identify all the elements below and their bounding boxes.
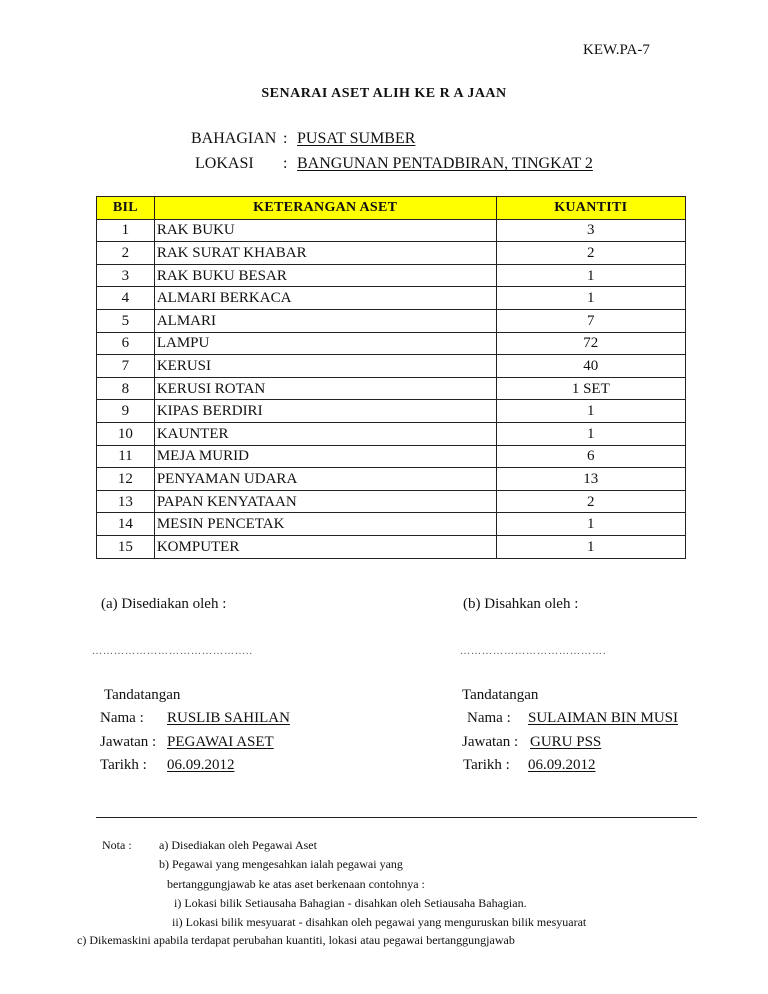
cell-bil: 6 xyxy=(97,332,155,355)
cell-bil: 9 xyxy=(97,400,155,423)
cell-keterangan: PAPAN KENYATAAN xyxy=(154,490,496,513)
cell-kuantiti: 1 xyxy=(496,400,685,423)
table-row xyxy=(97,219,686,242)
nota-a: a) Disediakan oleh Pegawai Aset xyxy=(159,838,317,852)
approved-name-label: Nama : xyxy=(467,710,511,726)
cell-bil: 4 xyxy=(97,287,155,310)
cell-kuantiti: 6 xyxy=(496,445,685,468)
bahagian-value: PUSAT SUMBER xyxy=(297,130,416,147)
cell-kuantiti: 40 xyxy=(496,355,685,378)
approved-date-label: Tarikh : xyxy=(463,757,510,773)
nota-c: c) Dikemaskini apabila terdapat perubahan kuantiti, lokasi atau pegawai bertanggungjawab xyxy=(77,933,515,947)
cell-kuantiti: 1 xyxy=(496,287,685,310)
cell-bil: 15 xyxy=(97,535,155,558)
cell-kuantiti: 2 xyxy=(496,490,685,513)
header-keterangan: KETERANGAN ASET xyxy=(154,197,496,220)
table-row xyxy=(97,513,686,536)
table-row xyxy=(97,535,686,558)
cell-bil: 2 xyxy=(97,242,155,265)
cell-keterangan: ALMARI xyxy=(154,309,496,332)
bahagian-label: BAHAGIAN xyxy=(191,130,277,147)
cell-keterangan: RAK BUKU xyxy=(154,219,496,242)
cell-keterangan: KAUNTER xyxy=(154,422,496,445)
header-kuantiti: KUANTITI xyxy=(496,197,685,220)
cell-bil: 3 xyxy=(97,264,155,287)
table-row xyxy=(97,490,686,513)
cell-keterangan: MESIN PENCETAK xyxy=(154,513,496,536)
cell-keterangan: LAMPU xyxy=(154,332,496,355)
document-code: KEW.PA-7 xyxy=(583,42,650,58)
lokasi-value: BANGUNAN PENTADBIRAN, TINGKAT 2 xyxy=(297,155,593,172)
header-bil: BIL xyxy=(97,197,155,220)
cell-keterangan: KOMPUTER xyxy=(154,535,496,558)
divider xyxy=(96,817,697,818)
approved-name: SULAIMAN BIN MUSI xyxy=(528,710,679,726)
table-row xyxy=(97,287,686,310)
cell-bil: 11 xyxy=(97,445,155,468)
table-row xyxy=(97,468,686,491)
prepared-position-label: Jawatan : xyxy=(100,734,157,750)
nota-b-continued: bertanggungjawab ke atas aset berkenaan contohnya : xyxy=(167,877,425,891)
cell-kuantiti: 13 xyxy=(496,468,685,491)
approved-heading: (b) Disahkan oleh : xyxy=(463,596,579,612)
nota-b-ii: ii) Lokasi bilik mesyuarat - disahkan oleh pegawai yang menguruskan bilik mesyuarat xyxy=(172,915,587,929)
cell-keterangan: ALMARI BERKACA xyxy=(154,287,496,310)
cell-bil: 14 xyxy=(97,513,155,536)
document-title: SENARAI ASET ALIH KE R A JAAN xyxy=(261,86,507,101)
approved-signature-label: Tandatangan xyxy=(462,687,539,703)
nota-b: b) Pegawai yang mengesahkan ialah pegawai yang xyxy=(159,857,403,871)
cell-bil: 10 xyxy=(97,422,155,445)
cell-keterangan: KIPAS BERDIRI xyxy=(154,400,496,423)
lokasi-label: LOKASI xyxy=(195,155,254,172)
cell-bil: 1 xyxy=(97,219,155,242)
table-header-row xyxy=(97,197,686,220)
cell-kuantiti: 7 xyxy=(496,309,685,332)
table-row xyxy=(97,355,686,378)
cell-bil: 7 xyxy=(97,355,155,378)
approved-position: GURU PSS xyxy=(530,734,602,750)
table-row xyxy=(97,309,686,332)
prepared-name-label: Nama : xyxy=(100,710,144,726)
approved-date: 06.09.2012 xyxy=(528,757,596,773)
cell-kuantiti: 72 xyxy=(496,332,685,355)
prepared-heading: (a) Disediakan oleh : xyxy=(101,596,227,612)
cell-kuantiti: 1 xyxy=(496,264,685,287)
nota-label: Nota : xyxy=(102,838,132,852)
cell-kuantiti: 2 xyxy=(496,242,685,265)
table-row xyxy=(97,264,686,287)
table-row xyxy=(97,332,686,355)
cell-kuantiti: 1 xyxy=(496,535,685,558)
table-row xyxy=(97,400,686,423)
prepared-date-label: Tarikh : xyxy=(100,757,147,773)
cell-bil: 8 xyxy=(97,377,155,400)
table-row xyxy=(97,422,686,445)
nota-b-i: i) Lokasi bilik Setiausaha Bahagian - disahkan oleh Setiausaha Bahagian. xyxy=(174,896,527,910)
prepared-position: PEGAWAI ASET xyxy=(167,734,274,750)
cell-kuantiti: 3 xyxy=(496,219,685,242)
cell-keterangan: KERUSI xyxy=(154,355,496,378)
prepared-name: RUSLIB SAHILAN xyxy=(167,710,290,726)
cell-bil: 13 xyxy=(97,490,155,513)
cell-bil: 12 xyxy=(97,468,155,491)
bahagian-separator: : xyxy=(283,130,288,147)
table-row xyxy=(97,445,686,468)
cell-keterangan: PENYAMAN UDARA xyxy=(154,468,496,491)
cell-keterangan: MEJA MURID xyxy=(154,445,496,468)
prepared-signature-line: …………………………………….. xyxy=(92,646,253,657)
approved-signature-line: …………………………………. xyxy=(460,646,607,657)
cell-keterangan: RAK BUKU BESAR xyxy=(154,264,496,287)
cell-bil: 5 xyxy=(97,309,155,332)
cell-keterangan: KERUSI ROTAN xyxy=(154,377,496,400)
cell-keterangan: RAK SURAT KHABAR xyxy=(154,242,496,265)
cell-kuantiti: 1 SET xyxy=(496,377,685,400)
table-row xyxy=(97,377,686,400)
prepared-signature-label: Tandatangan xyxy=(104,687,181,703)
cell-kuantiti: 1 xyxy=(496,513,685,536)
lokasi-separator: : xyxy=(283,155,288,172)
cell-kuantiti: 1 xyxy=(496,422,685,445)
prepared-date: 06.09.2012 xyxy=(167,757,235,773)
approved-position-label: Jawatan : xyxy=(462,734,519,750)
table-row xyxy=(97,242,686,265)
asset-table xyxy=(96,196,686,559)
